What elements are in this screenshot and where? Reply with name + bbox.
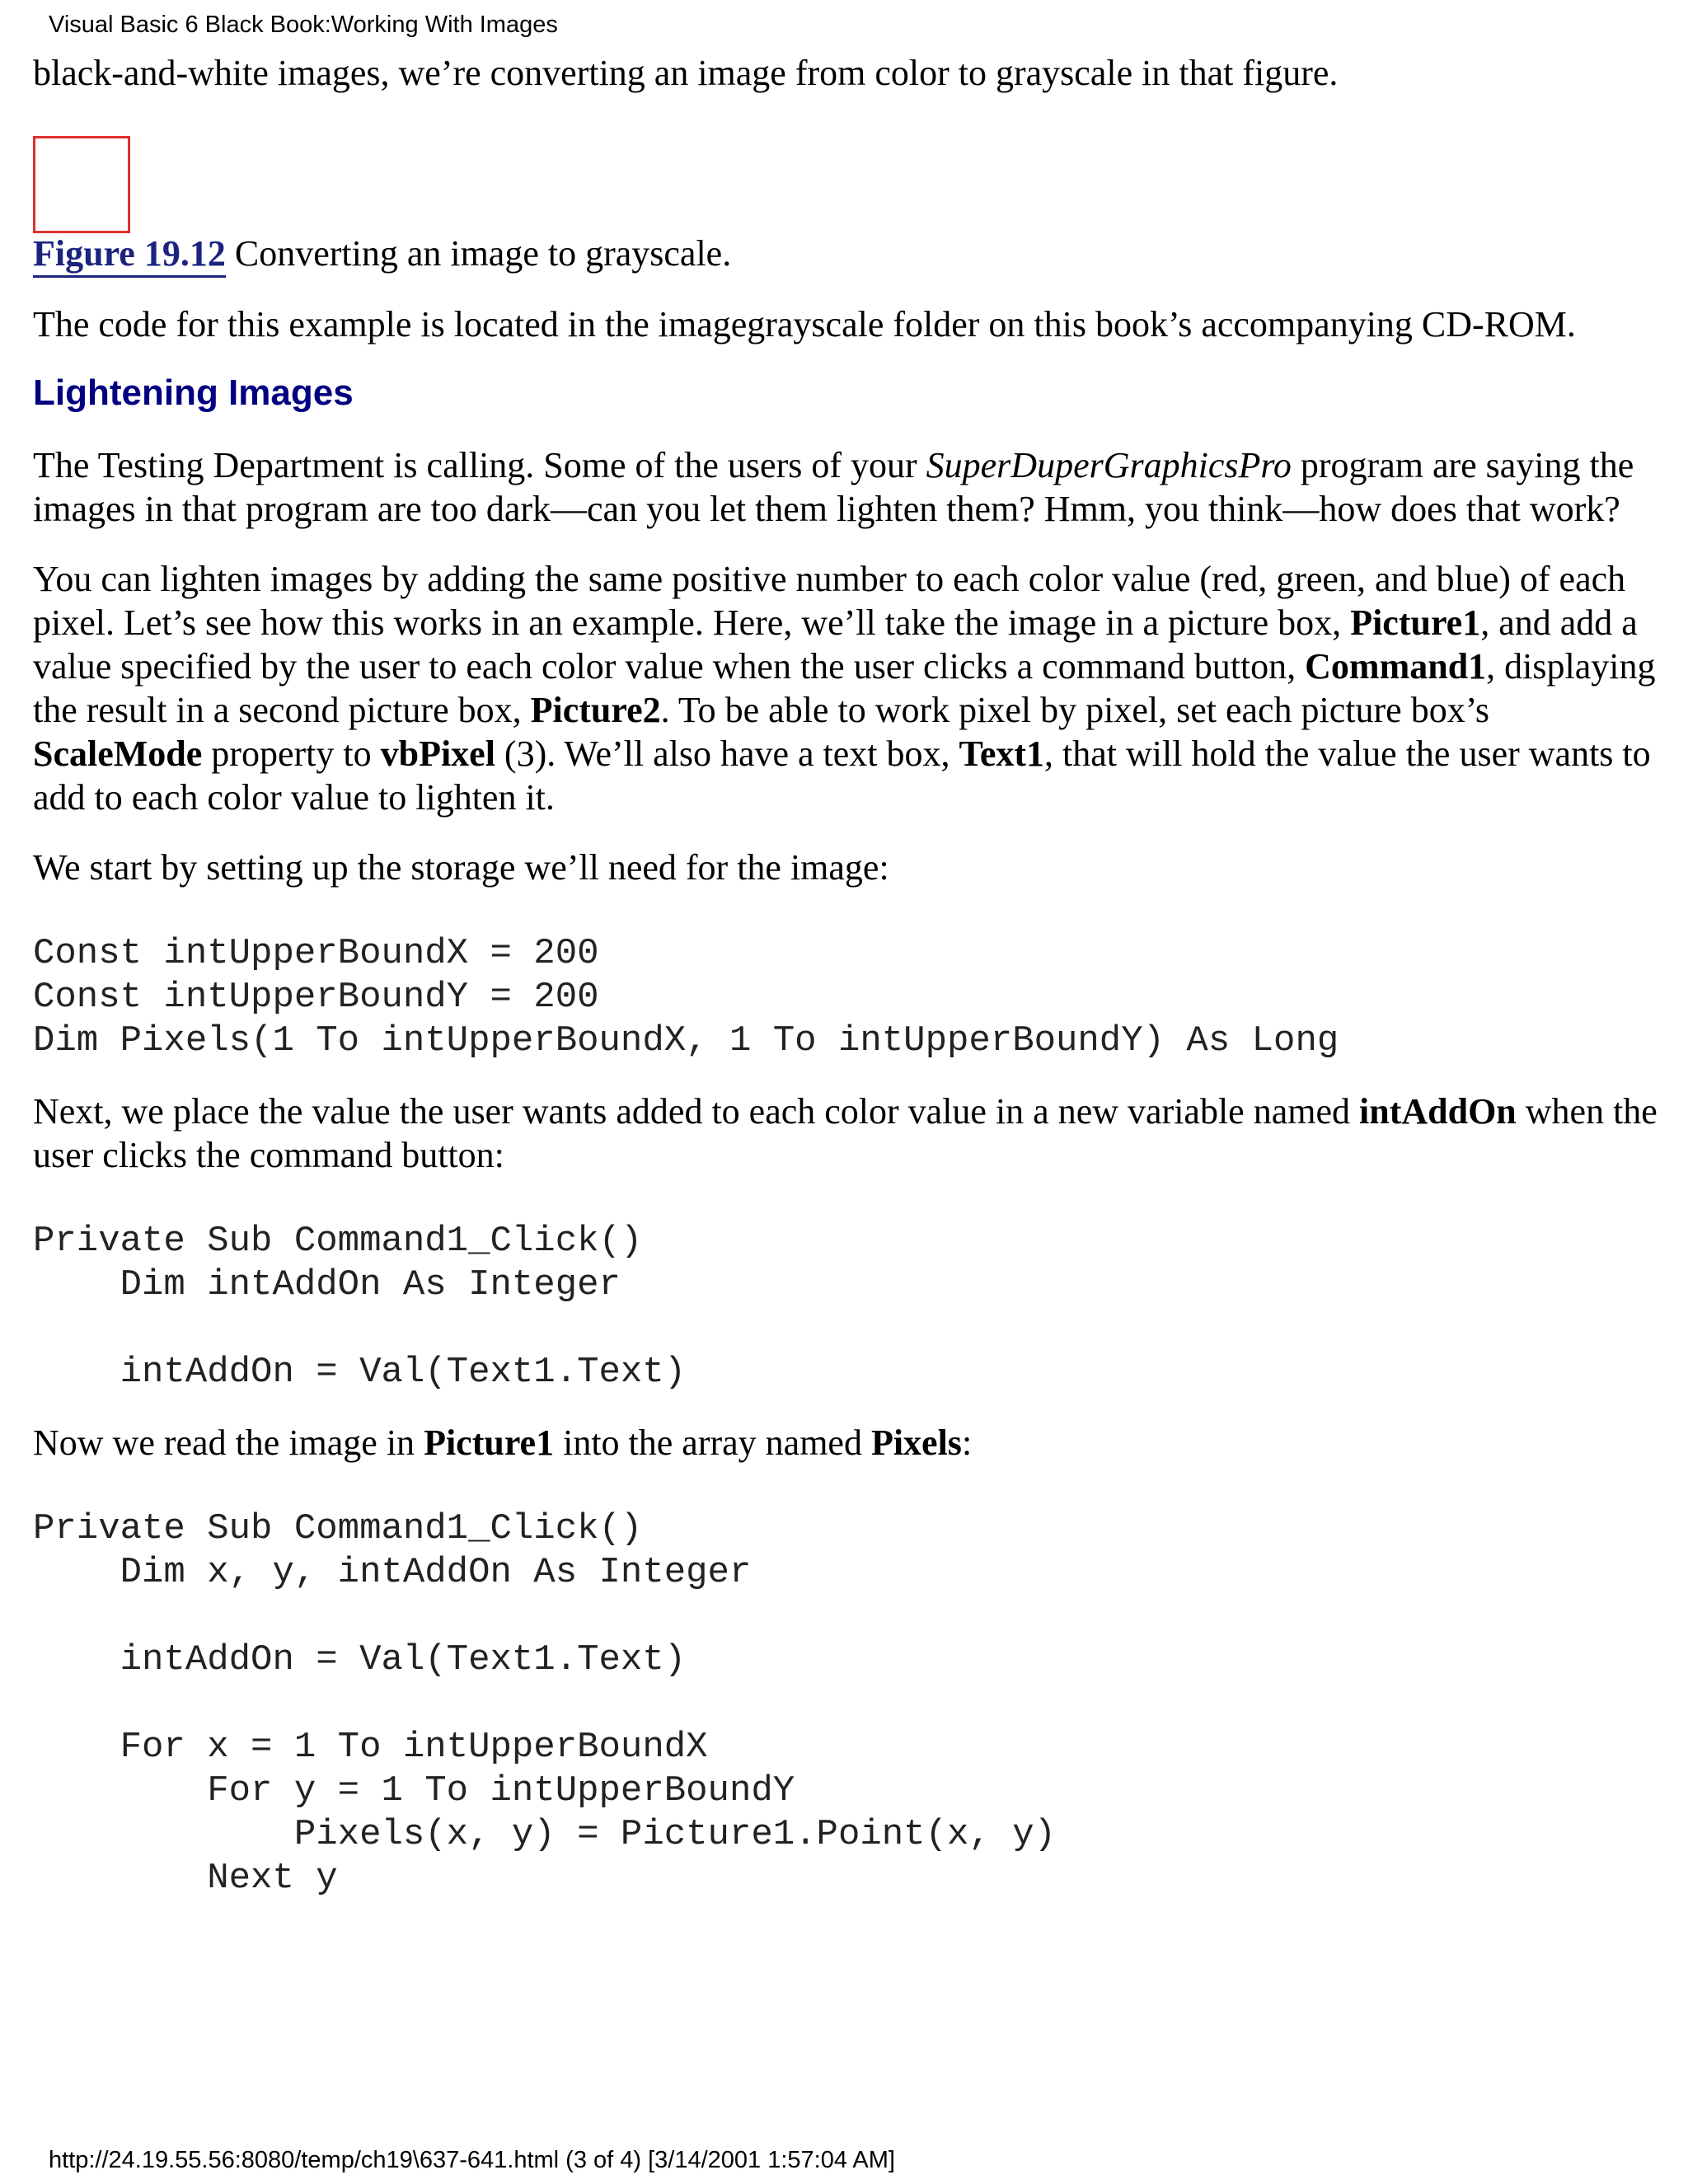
code-line (33, 1682, 1661, 1726)
code-line: intAddOn = Val(Text1.Text) (33, 1639, 687, 1680)
product-name: SuperDuperGraphicsPro (926, 445, 1292, 485)
text1-term: Text1 (959, 733, 1045, 774)
next-text-2: when the user clicks the command button: (33, 1091, 1658, 1175)
command1-term: Command1 (1305, 646, 1487, 687)
intaddon-term: intAddOn (1359, 1091, 1517, 1132)
code-line: Pixels(x, y) = Picture1.Point(x, y) (33, 1814, 1057, 1855)
intro-paragraph: black-and-white images, we’re converting an image from color to grayscale in that figure. (33, 53, 1339, 93)
pixels-term: Pixels (870, 1422, 962, 1463)
vbpixel-term: vbPixel (380, 733, 495, 774)
figure-link[interactable]: Figure 19.12 (33, 233, 226, 278)
section-heading: Lightening Images (33, 373, 354, 413)
lighten-text-4: . To be able to work pixel by pixel, set each picture box’s (660, 690, 1490, 730)
now-paragraph (33, 1421, 1661, 1465)
scalemode-term: ScaleMode (33, 733, 203, 774)
lighten-paragraph (33, 557, 1661, 819)
next-text-1: Next, we place the value the user wants added to each color value in a new variable named (33, 1091, 1359, 1132)
lighten-text-3: , displaying the result in a second picture box, (33, 646, 1656, 730)
code-line: Const intUpperBoundX = 200 (33, 933, 599, 974)
next-paragraph (33, 1090, 1661, 1177)
code-line: Dim x, y, intAddOn As Integer (33, 1552, 752, 1593)
code-line: Dim Pixels(1 To intUpperBoundX, 1 To intUpperBoundY) As Long (33, 1020, 1339, 1062)
now-text-1: Now we read the image in (33, 1422, 424, 1463)
picture2-term: Picture2 (530, 690, 661, 730)
picture1-term: Picture1 (424, 1422, 555, 1463)
code-block-read-image (33, 1507, 1661, 1900)
code-line: Private Sub Command1_Click() (33, 1508, 643, 1549)
testing-text-2: program are saying the images in that program are too dark—can you let them lighten them? Hmm, you think—how does that work? (33, 445, 1634, 529)
testing-paragraph (33, 443, 1661, 531)
document-body (33, 51, 1661, 1900)
lighten-text-6: (3). We’ll also have a text box, (495, 733, 959, 774)
code-block-storage (33, 932, 1661, 1063)
code-line: Next y (33, 1858, 338, 1899)
code-line: Const intUpperBoundY = 200 (33, 977, 599, 1018)
lighten-text-7: , that will hold the value the user wants to add to each color value to lighten it. (33, 733, 1651, 818)
code-line: For x = 1 To intUpperBoundX (33, 1727, 708, 1768)
code-line: intAddOn = Val(Text1.Text) (33, 1352, 687, 1393)
lighten-text-5: property to (202, 733, 381, 774)
cd-rom-paragraph: The code for this example is located in the imagegrayscale folder on this book’s accompanying CD-ROM. (33, 304, 1576, 344)
code-line: Private Sub Command1_Click() (33, 1221, 643, 1262)
page-header-title: Visual Basic 6 Black Book:Working With Images (49, 12, 558, 38)
lighten-text-2: , and add a value specified by the user to each color value when the user clicks a command button, (33, 602, 1638, 687)
lighten-text-1: You can lighten images by adding the same positive number to each color value (red, green, and blue) of each pixel. Let’s see how this works in an example. Here, we’ll take the image in a picture box, (33, 559, 1626, 643)
code-line (33, 1307, 1661, 1351)
code-block-command-click (33, 1220, 1661, 1394)
code-line: For y = 1 To intUpperBoundY (33, 1770, 795, 1811)
figure-caption-text: Converting an image to grayscale. (225, 233, 732, 274)
storage-paragraph: We start by setting up the storage we’ll need for the image: (33, 847, 889, 888)
figure-caption (33, 233, 1661, 274)
now-text-2: into the array named (554, 1422, 871, 1463)
broken-image-icon[interactable] (33, 136, 130, 233)
code-line (33, 1595, 1661, 1638)
now-text-3: : (961, 1422, 973, 1463)
picture1-term: Picture1 (1350, 602, 1481, 643)
code-line: Dim intAddOn As Integer (33, 1264, 621, 1305)
page-footer-url: http://24.19.55.56:8080/temp/ch19\637-641.html (3 of 4) [3/14/2001 1:57:04 AM] (49, 2147, 895, 2173)
testing-text-1: The Testing Department is calling. Some of the users of your (33, 445, 926, 485)
